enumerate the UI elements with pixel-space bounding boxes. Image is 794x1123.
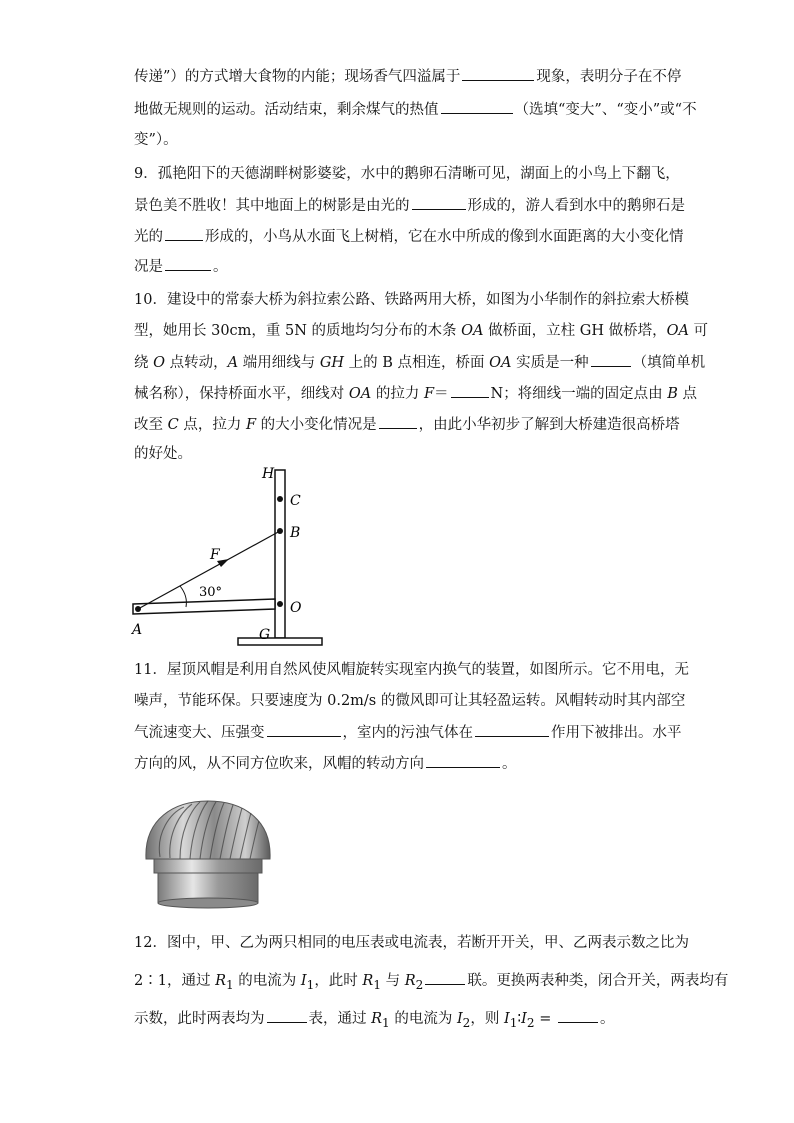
q11-text: 。	[502, 756, 517, 772]
q10-text: （填简单机	[632, 355, 706, 371]
answer-blank[interactable]	[379, 414, 417, 429]
tower-gh	[275, 470, 285, 638]
q12-text: R	[371, 1011, 383, 1027]
q10-line-1: 10．建设中的常泰大桥为斜拉索公路、铁路两用大桥，如图为小华制作的斜拉索大桥模	[134, 292, 689, 308]
q10-text: 做桥面，立柱 GH 做桥塔，	[483, 323, 667, 339]
q9-line-3	[134, 226, 684, 247]
q10-text: 端用细线与	[238, 355, 320, 371]
q8-text: （选填“变大”、“变小”或“不	[514, 102, 697, 118]
q11-line-3	[134, 722, 682, 743]
q12-line-3	[134, 1008, 614, 1033]
q10-text: F	[423, 386, 434, 402]
q8-text: 地做无规则的运动。活动结束，剩余煤气的热值	[134, 102, 439, 118]
q9-line-4	[134, 256, 228, 277]
q12-text: I	[300, 973, 307, 989]
q10-line-4	[134, 383, 697, 404]
q10-text: 点转动，	[165, 355, 228, 371]
q12-text: I	[521, 1011, 527, 1027]
q12-text: I	[456, 1011, 463, 1027]
q12-line-1: 12．图中，甲、乙为两只相同的电压表或电流表，若断开开关，甲、乙两表示数之比为	[134, 935, 689, 951]
q10-line-3	[134, 352, 705, 373]
answer-blank[interactable]	[475, 722, 549, 737]
bridge-deck-oa	[133, 599, 275, 614]
q10-text: 实质是一种	[511, 355, 589, 371]
q12-text: ，则	[470, 1011, 504, 1027]
q10-text: 点	[677, 386, 698, 402]
label-o: O	[290, 600, 302, 616]
q12-text: 联。更换两表种类，闭合开关，两表均有	[467, 973, 729, 989]
q12-text: R	[215, 973, 226, 989]
q11-text: ，室内的污浊气体在	[342, 725, 473, 741]
q8-text: 传递”）的方式增大食物的内能；现场香气四溢属于	[134, 69, 461, 85]
q12-text: I	[503, 1011, 510, 1027]
answer-blank[interactable]	[441, 99, 513, 114]
q12-text: 与	[381, 973, 405, 989]
q10-text: 型，她用长 30cm，重 5N 的质地均匀分布的木条	[134, 323, 462, 339]
answer-blank[interactable]	[426, 753, 500, 768]
q10-text: ＝	[434, 386, 449, 402]
q9-text: 光的	[134, 229, 163, 245]
label-a: A	[132, 622, 143, 638]
label-angle: 30°	[199, 585, 223, 600]
q10-text: F	[245, 417, 256, 433]
q10-text: ，由此小华初步了解到大桥建造很高桥塔	[418, 417, 680, 433]
q11-text: 气流速变大、压强变	[134, 725, 265, 741]
q12-text: 。	[599, 1011, 615, 1027]
q10-text: OA	[489, 355, 512, 371]
q10-text: OA	[666, 323, 689, 339]
q9-text: 。	[213, 259, 228, 275]
tower-base	[238, 638, 322, 645]
q10-text: OA	[461, 323, 484, 339]
q9-line-2	[134, 195, 685, 216]
q12-subscript: 1	[225, 977, 234, 992]
bridge-model-figure	[126, 462, 346, 652]
q12-text: 的电流为	[389, 1011, 457, 1027]
q9-text: 形成的，小鸟从水面飞上树梢，它在水中所成的像到水面距离的大小变化情	[205, 229, 684, 245]
q12-subscript: 2	[462, 1015, 471, 1030]
q10-text: 可	[688, 323, 709, 339]
q10-text: C	[167, 417, 179, 433]
label-b: B	[290, 525, 301, 541]
point-c	[277, 496, 283, 502]
q10-line-2	[134, 321, 708, 341]
q10-text: 上的 B 点相连，桥面	[344, 355, 490, 371]
q9-text: 况是	[134, 259, 163, 275]
answer-blank[interactable]	[591, 352, 631, 367]
q10-text: 械名称），保持桥面水平，细线对	[134, 386, 349, 402]
q10-text: 的拉力	[371, 386, 424, 402]
roof-ventilator-photo	[140, 797, 276, 915]
answer-blank[interactable]	[558, 1008, 598, 1023]
q8-line-2	[134, 99, 697, 120]
q10-text: 改至	[134, 417, 168, 433]
answer-blank[interactable]	[462, 66, 534, 81]
q12-line-2	[134, 970, 728, 995]
q10-text: B	[667, 386, 678, 402]
q12-text: ，此时	[314, 973, 363, 989]
q8-text: 现象，表明分子在不停	[536, 69, 682, 85]
answer-blank[interactable]	[425, 970, 465, 985]
q12-text: =	[534, 1011, 556, 1027]
q12-subscript: 1	[373, 977, 382, 992]
q12-text: 2∶1，通过	[134, 973, 216, 989]
q10-text: 绕	[134, 355, 154, 371]
q11-line-2: 噪声，节能环保。只要速度为 0.2m/s 的微风即可让其轻盈运转。风帽转动时其内部空	[134, 693, 686, 709]
label-c: C	[290, 493, 301, 509]
answer-blank[interactable]	[267, 1008, 307, 1023]
answer-blank[interactable]	[412, 195, 466, 210]
q10-text: O	[153, 355, 165, 371]
answer-blank[interactable]	[165, 226, 203, 241]
answer-blank[interactable]	[267, 722, 341, 737]
q10-line-5	[134, 414, 680, 435]
q12-text: ∶	[517, 1011, 522, 1027]
answer-blank[interactable]	[451, 383, 489, 398]
q11-text: 作用下被排出。水平	[551, 725, 682, 741]
q10-text: GH	[319, 355, 345, 371]
q9-line-1: 9．孤艳阳下的天德湖畔树影婆娑，水中的鹅卵石清晰可见，湖面上的小鸟上下翻飞，	[134, 166, 680, 182]
q10-text: A	[227, 355, 239, 371]
q8-line-1	[134, 66, 681, 87]
q12-text: R	[404, 973, 416, 989]
q11-line-1: 11．屋顶风帽是利用自然风使风帽旋转实现室内换气的装置，如图所示。它不用电，无	[134, 662, 689, 678]
q10-text: 的大小变化情况是	[256, 417, 377, 433]
point-a	[135, 606, 141, 612]
q12-text: 示数，此时两表均为	[134, 1011, 265, 1027]
q9-text: 景色美不胜收！其中地面上的树影是由光的	[134, 198, 410, 214]
q11-line-4	[134, 753, 517, 774]
label-h: H	[262, 466, 275, 482]
q10-text: N；将细线一端的固定点由	[490, 386, 668, 402]
answer-blank[interactable]	[165, 256, 211, 271]
q12-text: 的电流为	[233, 973, 301, 989]
q12-subscript: 1	[306, 977, 315, 992]
q12-text: 表，通过	[308, 1011, 372, 1027]
point-o	[277, 601, 283, 607]
q12-subscript: 2	[526, 1015, 535, 1030]
q9-text: 形成的，游人看到水中的鹅卵石是	[467, 198, 685, 214]
label-f: F	[210, 547, 220, 563]
q12-text: R	[362, 973, 374, 989]
q11-text: 方向的风，从不同方位吹来，风帽的转动方向	[134, 756, 424, 772]
q12-subscript: 2	[415, 977, 424, 992]
label-g: G	[259, 627, 271, 643]
point-b	[277, 528, 283, 534]
q10-text: OA	[348, 386, 372, 402]
q10-line-6: 的好处。	[134, 446, 192, 462]
q12-subscript: 1	[382, 1015, 390, 1030]
q12-subscript: 1	[509, 1015, 518, 1030]
q8-line-3: 变”）。	[134, 132, 178, 148]
q10-text: 点，拉力	[178, 417, 246, 433]
